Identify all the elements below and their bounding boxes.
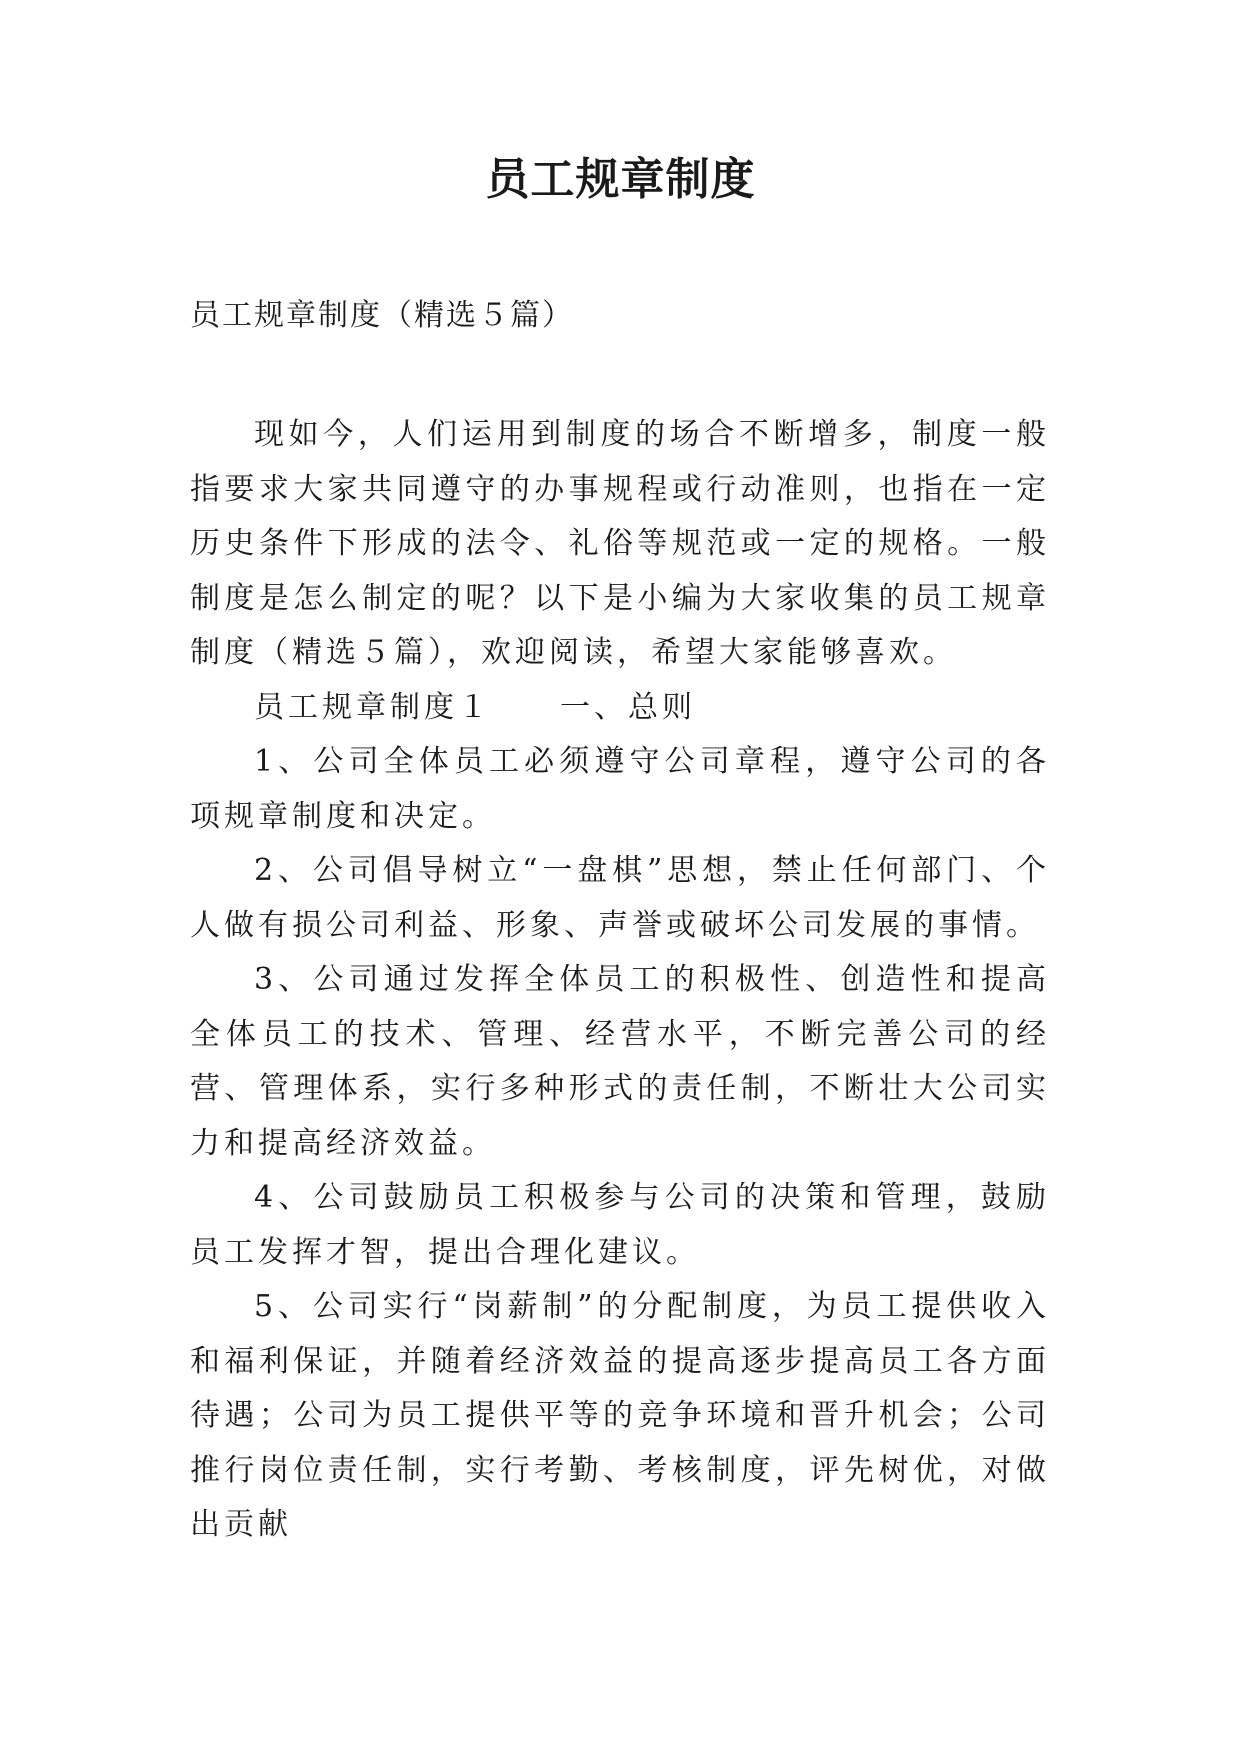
clause-paragraph: 2、公司倡导树立“一盘棋”思想，禁止任何部门、个人做有损公司利益、形象、声誉或破坏公司发展的事情。 [190, 853, 1050, 943]
section-heading: 一、总则 [560, 689, 696, 725]
section-label: 员工规章制度１ [254, 689, 492, 725]
clause-paragraph: 3、公司通过发挥全体员工的积极性、创造性和提高全体员工的技术、管理、经营水平，不断完善公司的经营、管理体系，实行多种形式的责任制，不断壮大公司实力和提高经济效益。 [190, 962, 1050, 1161]
document-subtitle: 员工规章制度（精选５篇） [190, 298, 574, 333]
clause-paragraph: 4、公司鼓励员工积极参与公司的决策和管理，鼓励员工发挥才智，提出合理化建议。 [190, 1180, 1050, 1270]
clause-paragraph: 5、公司实行“岗薪制”的分配制度，为员工提供收入和福利保证，并随着经济效益的提高逐步提高员工各方面待遇；公司为员工提供平等的竞争环境和晋升机会；公司推行岗位责任制，实行考勤、考核制度，评先树优，对做出贡献 [190, 1289, 1050, 1542]
intro-paragraph: 现如今，人们运用到制度的场合不断增多，制度一般指要求大家共同遵守的办事规程或行动准则，也指在一定历史条件下形成的法令、礼俗等规范或一定的规格。一般制度是怎么制定的呢？以下是小编为大家收集的员工规章制度（精选５篇），欢迎阅读，希望大家能够喜欢。 [190, 417, 1050, 670]
document-body [190, 408, 1050, 1553]
clause-paragraph: 1、公司全体员工必须遵守公司章程，遵守公司的各项规章制度和决定。 [190, 744, 1050, 834]
document-title: 员工规章制度 [485, 154, 756, 205]
section-heading-line [190, 681, 1050, 736]
